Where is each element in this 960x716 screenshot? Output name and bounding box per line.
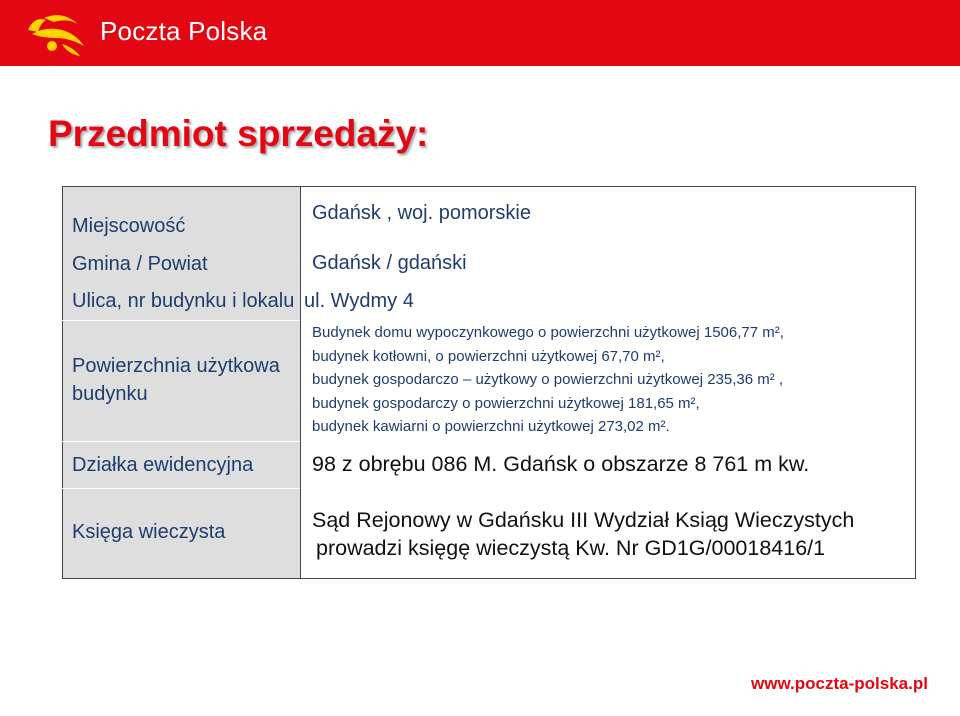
description-line: Budynek domu wypoczynkowego o powierzchni użytkowej 1506,77 m², [312,324,784,341]
column-divider [300,186,301,284]
description-line: budynek kotłowni, o powierzchni użytkowej 67,70 m², [312,347,665,365]
usable-area-description [312,321,784,439]
description-line: budynek kawiarni o powierzchni użytkowej 273,02 m². [312,418,670,435]
row-divider [62,320,300,321]
row-divider [62,441,300,442]
land-register-label: Księga wieczysta [72,521,226,543]
street-value: ul. Wydmy 4 [304,290,414,312]
row-divider [62,488,300,489]
municipality-label: Gmina / Powiat [72,253,208,275]
land-register-line: prowadzi księgę wieczystą Kw. Nr GD1G/00018416/1 [316,536,826,560]
municipality-value: Gdańsk / gdański [312,252,467,274]
page-title: Przedmiot sprzedaży: [48,113,429,154]
plot-label: Działka ewidencyjna [72,454,254,476]
usable-area-label: budynku [72,383,148,405]
usable-area-label: Powierzchnia użytkowa [72,355,280,377]
description-line: budynek gospodarczo – użytkowy o powierzchni użytkowej 235,36 m² , [312,371,784,388]
column-divider [300,320,301,579]
post-horn-logo-icon [22,8,92,58]
brand-name: Poczta Polska [100,16,268,46]
footer-url[interactable]: www.poczta-polska.pl [751,674,928,693]
description-line: budynek gospodarczy o powierzchni użytkowej 181,65 m², [312,394,700,412]
locality-value: Gdańsk , woj. pomorskie [312,202,531,224]
plot-value: 98 z obrębu 086 M. Gdańsk o obszarze 8 761 m kw. [312,452,810,476]
street-label: Ulica, nr budynku i lokalu [72,290,295,312]
land-register-line: Sąd Rejonowy w Gdańsku III Wydział Ksiąg Wieczystych [312,508,855,532]
header-bar [0,0,960,66]
locality-label: Miejscowość [72,215,186,237]
